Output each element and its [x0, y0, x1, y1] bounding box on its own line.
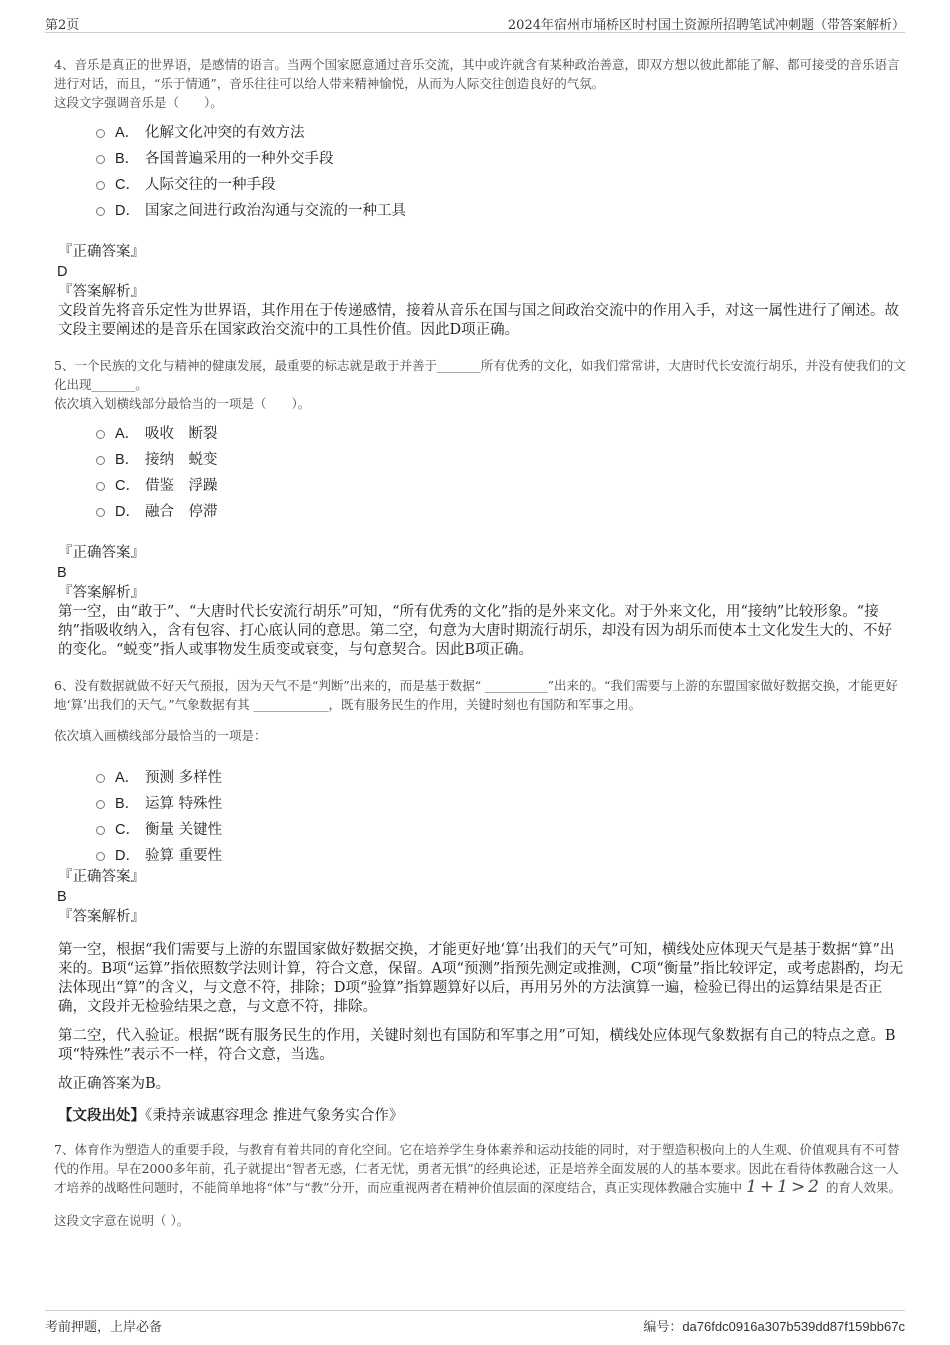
document-body	[54, 55, 906, 1230]
analysis-paragraph-3: 故正确答案为B。	[58, 1076, 171, 1092]
option-a[interactable]: A． 吸收 断裂	[96, 419, 906, 445]
question-prompt: 依次填入划横线部分最恰当的一项是（ ）。	[54, 396, 311, 411]
option-a[interactable]: A． 化解文化冲突的有效方法	[96, 118, 906, 144]
correct-answer: B	[57, 565, 67, 581]
math-expression: 1+1>2	[746, 1177, 822, 1197]
radio-icon[interactable]	[96, 852, 105, 861]
option-c[interactable]: C． 人际交往的一种手段	[96, 170, 906, 196]
source-title: 《秉持亲诚惠容理念 推进气象务实合作》	[145, 1108, 404, 1124]
radio-icon[interactable]	[96, 456, 105, 465]
correct-answer-heading: 『正确答案』	[58, 244, 145, 260]
option-list	[96, 419, 906, 523]
option-b[interactable]: B． 接纳 蜕变	[96, 445, 906, 471]
analysis-heading: 『答案解析』	[58, 585, 145, 601]
question-stem: 4、音乐是真正的世界语，是感情的语言。当两个国家愿意通过音乐交流，其中或许就含有某种政治善意，即双方想以彼此都能了解、都可接受的音乐语言进行对话，而且，“乐于情通”，音乐往往可以给人带来精神愉悦，从而为人际交往创造良好的气氛。	[54, 57, 900, 91]
option-b[interactable]: B． 各国普遍采用的一种外交手段	[96, 144, 906, 170]
radio-icon[interactable]	[96, 181, 105, 190]
radio-icon[interactable]	[96, 508, 105, 517]
analysis-heading: 『答案解析』	[58, 909, 145, 925]
radio-icon[interactable]	[96, 207, 105, 216]
correct-answer-heading: 『正确答案』	[58, 869, 145, 885]
analysis-heading: 『答案解析』	[58, 284, 145, 300]
option-d[interactable]: D． 融合 停滞	[96, 497, 906, 523]
question-4	[54, 55, 906, 340]
option-b[interactable]: B． 运算 特殊性	[96, 789, 906, 815]
analysis-paragraph-1: 第一空，根据“我们需要与上游的东盟国家做好数据交换，才能更好地‘算’出我们的天气”可知，横线处应体现天气是基于数据“算”出来的。B项“运算”指依照数学法则计算，符合文意，保留。A项“预测”指预先测定或推测，C项“衡量”指比较评定，或考虑斟酌，均无法体现出“算”的含义，与文意不符，排除；D项“验算”指算题算好以后，再用另外的方法演算一遍，检验已得出的运算结果是否正确，文段并无检验结果之意，与文意不符，排除。	[58, 942, 904, 1015]
option-list	[96, 118, 906, 222]
radio-icon[interactable]	[96, 482, 105, 491]
page-number: 第2页	[45, 18, 80, 33]
analysis-text: 文段首先将音乐定性为世界语，其作用在于传递感情，接着从音乐在国与国之间政治交流中的作用入手，对这一属性进行了阐述。故文段主要阐述的是音乐在国家政治交流中的工具性价值。因此D项正确。	[58, 303, 899, 338]
question-6	[54, 676, 906, 1126]
radio-icon[interactable]	[96, 800, 105, 809]
document-code: 编号：da76fdc0916a307b539dd87f159bb67c	[643, 1319, 905, 1335]
analysis-text: 第一空，由“敢于”、“大唐时代长安流行胡乐”可知，“所有优秀的文化”指的是外来文化。对于外来文化，用“接纳”比较形象。“接纳”指吸收纳入，含有包容、打心底认同的意思。第二空，句意为大唐时期流行胡乐，却没有因为胡乐而使本土文化发生大的、不好的变化。“蜕变”指人或事物发生质变或衰变，与句意契合。因此B项正确。	[58, 604, 892, 658]
radio-icon[interactable]	[96, 774, 105, 783]
page-footer	[45, 1310, 905, 1335]
option-d[interactable]: D． 国家之间进行政治沟通与交流的一种工具	[96, 196, 906, 222]
correct-answer-heading: 『正确答案』	[58, 545, 145, 561]
radio-icon[interactable]	[96, 129, 105, 138]
question-5	[54, 356, 906, 660]
radio-icon[interactable]	[96, 430, 105, 439]
radio-icon[interactable]	[96, 826, 105, 835]
correct-answer: D	[57, 264, 68, 280]
option-d[interactable]: D． 验算 重要性	[96, 841, 906, 867]
option-c[interactable]: C． 衡量 关键性	[96, 815, 906, 841]
page-header	[45, 12, 905, 33]
option-list	[96, 763, 906, 867]
option-c[interactable]: C． 借鉴 浮躁	[96, 471, 906, 497]
document-title: 2024年宿州市埇桥区时村国土资源所招聘笔试冲刺题（带答案解析）	[507, 18, 905, 33]
source-citation	[54, 1106, 906, 1126]
radio-icon[interactable]	[96, 155, 105, 164]
question-prompt: 这段文字强调音乐是（ ）。	[54, 95, 223, 110]
question-stem: 7、体育作为塑造人的重要手段，与教育有着共同的育化空间。它在培养学生身体素养和运动技能的同时，对于塑造积极向上的人生观、价值观具有不可替代的作用。早在2000多年前，孔子就提出“智者无惑，仁者无忧，勇者无惧”的经典论述，正是培养全面发展的人的基本要求。因此在看待体教融合这一人才培养的战略性问题时，不能简单地将“体”与“教”分开，而应重视两者在精神价值层面的深度结合，真正实现体教融合实施中 1+1>2 的育人效果。	[54, 1142, 901, 1197]
question-7	[54, 1140, 906, 1230]
option-a[interactable]: A． 预测 多样性	[96, 763, 906, 789]
correct-answer: B	[57, 889, 67, 905]
question-prompt: 这段文字意在说明（ ）。	[54, 1213, 190, 1228]
analysis-paragraph-2: 第二空，代入验证。根据“既有服务民生的作用，关键时刻也有国防和军事之用”可知，横线处应体现气象数据有自己的特点之意。B项“特殊性”表示不一样，符合文意，当选。	[58, 1028, 896, 1063]
question-stem: 6、没有数据就做不好天气预报，因为天气不是“判断”出来的，而是基于数据“ __________”出来的。“我们需要与上游的东盟国家做好数据交换，才能更好地‘算’出我们的天气。”气象数据有其 ____________，既有服务民生的作用，关键时刻也有国防和军事之用。	[54, 678, 898, 712]
source-label: 【文段出处】	[58, 1107, 145, 1124]
footer-slogan: 考前押题，上岸必备	[45, 1320, 163, 1335]
question-stem: 5、一个民族的文化与精神的健康发展，最重要的标志就是敢于并善于_______所有优秀的文化，如我们常常讲，大唐时代长安流行胡乐，并没有使我们的文化出现_______。	[54, 358, 906, 392]
question-prompt: 依次填入画横线部分最恰当的一项是：	[54, 728, 267, 743]
